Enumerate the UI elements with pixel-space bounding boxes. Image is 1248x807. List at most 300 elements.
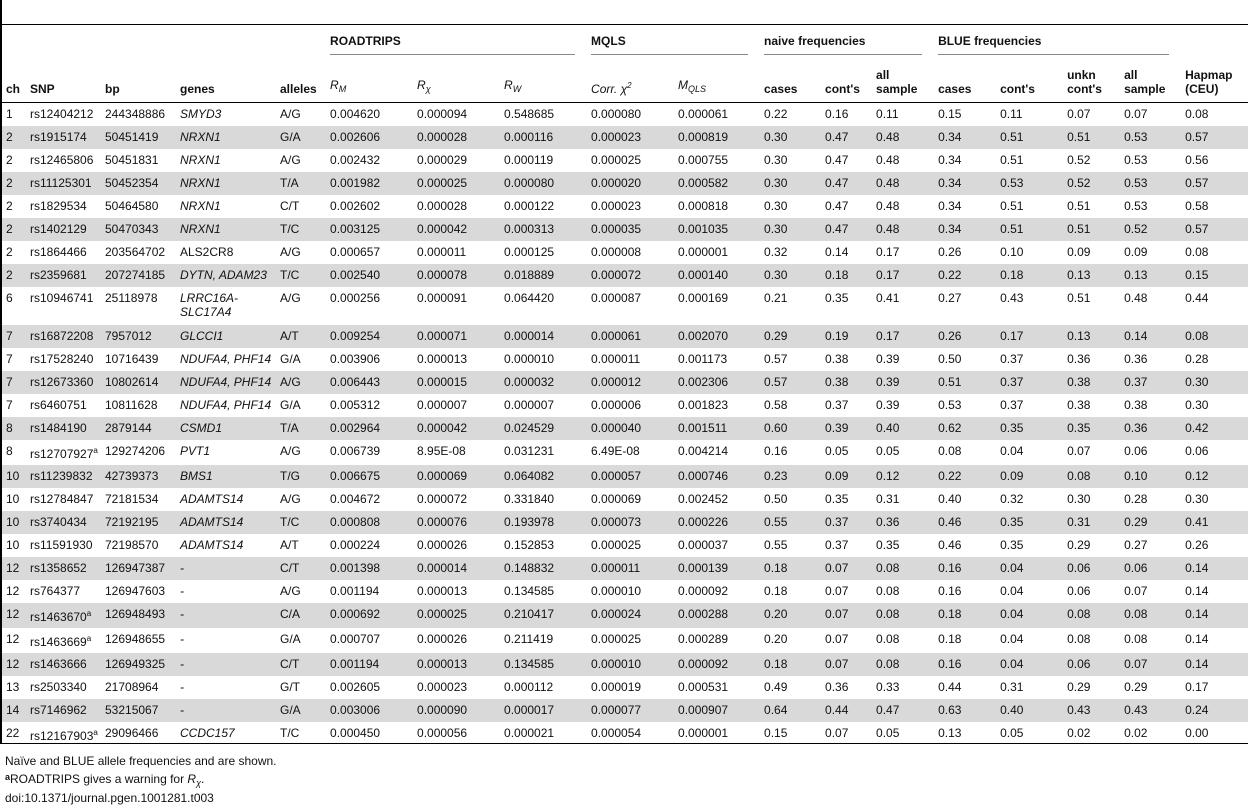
cell-mqls: 0.000001 [678, 245, 729, 259]
cell-genes: CCDC157 [180, 726, 235, 740]
cell-hm: 0.14 [1181, 603, 1248, 628]
cell-bp: 53215067 [101, 699, 176, 722]
cell-ba: 0.08 [1124, 632, 1148, 646]
cell-rx: 0.000042 [413, 417, 500, 440]
cell-bp: 10811628 [105, 398, 158, 412]
cell-corr: 0.000010 [587, 653, 674, 676]
cell-mqls: 0.001035 [674, 218, 760, 241]
cell-mqls: 0.001173 [678, 352, 728, 366]
cell-rw: 0.000116 [500, 126, 587, 149]
cell-bp: 2879144 [101, 417, 176, 440]
cell-nc: 0.55 [764, 538, 788, 552]
cell-rm: 0.004620 [330, 107, 381, 121]
cell-corr: 0.000035 [587, 218, 674, 241]
cell-nc: 0.64 [760, 699, 821, 722]
cell-nco: 0.35 [825, 492, 849, 506]
cell-rw: 0.064082 [500, 465, 587, 488]
cell-na: 0.39 [876, 398, 900, 412]
cell-mqls: 0.002306 [674, 371, 760, 394]
cell-nc: 0.15 [764, 726, 788, 740]
cell-bu: 0.07 [1067, 444, 1091, 458]
col-naive-cases: cases [760, 56, 821, 103]
cell-alleles: A/G [280, 245, 301, 259]
cell-na: 0.40 [872, 417, 934, 440]
cell-nc: 0.50 [764, 492, 788, 506]
cell-mqls: 0.000746 [674, 465, 760, 488]
cell-bco: 0.17 [996, 325, 1063, 348]
cell-na: 0.39 [876, 352, 900, 366]
cell-snp: rs6460751 [30, 398, 87, 412]
cell-alleles: T/A [276, 417, 326, 440]
cell-bc: 0.62 [934, 417, 996, 440]
cell-ch: 2 [6, 153, 13, 167]
cell-hm: 0.56 [1185, 153, 1209, 167]
cell-bp: 21708964 [105, 680, 159, 694]
cell-bco: 0.31 [1000, 680, 1024, 694]
cell-bco: 0.09 [996, 465, 1063, 488]
cell-bp: 126949325 [101, 653, 176, 676]
cell-mqls: 0.002452 [678, 492, 729, 506]
cell-genes: - [180, 584, 184, 598]
table-row [2, 603, 1248, 628]
cell-nco: 0.47 [821, 126, 872, 149]
cell-rw: 0.000014 [500, 325, 587, 348]
cell-genes: NDUFA4, PHF14 [180, 352, 272, 366]
table-row [2, 534, 1248, 557]
cell-rx: 0.000029 [417, 153, 468, 167]
cell-bp: 126947603 [105, 584, 166, 598]
col-rx: $R_\chi$ [413, 56, 500, 103]
col-rw: $R_W$ [500, 56, 587, 103]
cell-corr: 0.000006 [591, 398, 642, 412]
cell-nc: 0.30 [760, 264, 821, 287]
cell-nc: 0.16 [764, 444, 788, 458]
cell-bp: 7957012 [101, 325, 176, 348]
cell-nco: 0.09 [821, 465, 872, 488]
cell-bco: 0.11 [1000, 107, 1023, 121]
cell-rm: 0.002602 [330, 199, 381, 213]
cell-rw: 0.000017 [500, 699, 587, 722]
cell-bp: 29096466 [105, 726, 159, 740]
cell-hm: 0.06 [1185, 444, 1209, 458]
table-row [2, 287, 1248, 325]
cell-bc: 0.16 [934, 557, 996, 580]
cell-rx: 0.000026 [417, 632, 468, 646]
cell-alleles: C/T [276, 653, 326, 676]
cell-nco: 0.37 [821, 511, 872, 534]
table-row [2, 580, 1248, 603]
cell-mqls: 0.001511 [674, 417, 760, 440]
cell-bu: 0.13 [1063, 264, 1120, 287]
cell-rm: 0.009254 [326, 325, 413, 348]
cell-bp: 10716439 [105, 352, 159, 366]
cell-bc: 0.26 [934, 325, 996, 348]
cell-hm: 0.14 [1181, 557, 1248, 580]
cell-hm: 0.57 [1181, 126, 1248, 149]
cell-alleles: T/C [276, 218, 326, 241]
cell-nc: 0.29 [760, 325, 821, 348]
cell-bc: 0.08 [938, 444, 962, 458]
cell-ch: 2 [6, 245, 13, 259]
cell-mqls: 0.000139 [674, 557, 760, 580]
cell-mqls: 0.000818 [678, 199, 729, 213]
cell-nco: 0.37 [825, 538, 849, 552]
cell-ba: 0.08 [1120, 603, 1181, 628]
cell-bu: 0.09 [1067, 245, 1091, 259]
cell-rw: 0.331840 [504, 492, 555, 506]
cell-alleles: A/G [280, 444, 301, 458]
cell-ch: 7 [2, 325, 26, 348]
cell-nco: 0.07 [825, 726, 849, 740]
cell-alleles: T/A [276, 172, 326, 195]
cell-nc: 0.49 [764, 680, 788, 694]
cell-bu: 0.38 [1063, 371, 1120, 394]
cell-rw: 0.210417 [500, 603, 587, 628]
cell-nc: 0.30 [760, 172, 821, 195]
cell-snp: rs1402129 [26, 218, 101, 241]
cell-ch: 2 [2, 264, 26, 287]
cell-bu: 0.08 [1063, 465, 1120, 488]
col-snp: SNP [26, 56, 101, 103]
cell-corr: 0.000025 [591, 153, 642, 167]
cell-mqls: 0.004214 [678, 444, 729, 458]
cell-mqls: 0.001823 [678, 398, 729, 412]
cell-nco: 0.05 [825, 444, 849, 458]
cell-snp: rs11125301 [26, 172, 101, 195]
cell-genes: - [180, 680, 184, 694]
cell-bco: 0.35 [996, 417, 1063, 440]
cell-nc: 0.55 [760, 511, 821, 534]
cell-ba: 0.13 [1120, 264, 1181, 287]
col-naive-all: all sample [872, 56, 934, 103]
cell-genes: ADAMTS14 [176, 511, 276, 534]
cell-bu: 0.07 [1067, 107, 1091, 121]
cell-snp: rs11591930 [30, 538, 93, 552]
cell-hm: 0.30 [1185, 492, 1209, 506]
cell-ch: 13 [6, 680, 20, 694]
cell-bu: 0.51 [1067, 199, 1091, 213]
cell-ba: 0.36 [1120, 417, 1181, 440]
cell-snp: rs2359681 [26, 264, 101, 287]
cell-genes: GLCCI1 [176, 325, 276, 348]
cell-nco: 0.47 [825, 199, 849, 213]
cell-corr: 0.000073 [587, 511, 674, 534]
cell-bp: 50451831 [105, 153, 159, 167]
cell-bco: 0.04 [996, 603, 1063, 628]
cell-rx: 0.000090 [413, 699, 500, 722]
cell-rx: 0.000007 [417, 398, 468, 412]
col-blue-unkn: unkn cont's [1063, 56, 1120, 103]
cell-corr: 0.000040 [587, 417, 674, 440]
cell-nco: 0.47 [821, 218, 872, 241]
cell-corr: 0.000025 [591, 632, 642, 646]
cell-ch: 10 [2, 511, 26, 534]
cell-snp: rs12784847 [30, 492, 94, 506]
cell-rm: 0.003006 [326, 699, 413, 722]
col-hapmap: Hapmap (CEU) [1181, 56, 1248, 103]
cell-corr: 0.000020 [587, 172, 674, 195]
cell-rx: 0.000025 [413, 603, 500, 628]
cell-alleles: A/G [280, 107, 301, 121]
cell-na: 0.17 [872, 325, 934, 348]
table-row [2, 195, 1248, 218]
col-blue-conts: cont's [996, 56, 1063, 103]
cell-alleles: A/G [280, 492, 301, 506]
cell-alleles: C/A [276, 603, 326, 628]
cell-ba: 0.07 [1124, 107, 1148, 121]
cell-bco: 0.37 [996, 371, 1063, 394]
cell-bco: 0.53 [996, 172, 1063, 195]
cell-hm: 0.08 [1185, 245, 1209, 259]
cell-alleles: G/A [280, 352, 301, 366]
cell-ch: 6 [6, 291, 13, 305]
cell-bp: 10802614 [101, 371, 176, 394]
cell-snp: rs10946741 [30, 291, 94, 305]
table-row [2, 417, 1248, 440]
cell-hm: 0.30 [1185, 398, 1209, 412]
cell-ch: 8 [6, 444, 13, 458]
cell-nco: 0.07 [821, 653, 872, 676]
cell-bu: 0.38 [1067, 398, 1091, 412]
cell-nco: 0.07 [821, 557, 872, 580]
cell-rw: 0.548685 [504, 107, 555, 121]
cell-rx: 0.000023 [417, 680, 468, 694]
cell-bc: 0.34 [934, 172, 996, 195]
col-corr-chi2: Corr. $\chi^2$ [587, 56, 674, 103]
cell-bu: 0.52 [1067, 153, 1091, 167]
cell-mqls: 0.002070 [674, 325, 760, 348]
cell-rm: 0.002964 [326, 417, 413, 440]
cell-bco: 0.51 [1000, 153, 1024, 167]
cell-rw: 0.000119 [504, 153, 554, 167]
cell-bco: 0.05 [1000, 726, 1024, 740]
cell-corr: 0.000011 [587, 557, 674, 580]
note-doi: doi:10.1371/journal.pgen.1001281.t003 [5, 791, 214, 805]
cell-ba: 0.06 [1120, 557, 1181, 580]
cell-nco: 0.38 [825, 352, 849, 366]
table-row [2, 699, 1248, 722]
cell-genes: ADAMTS14 [180, 492, 244, 506]
cell-corr: 0.000023 [591, 199, 642, 213]
cell-ba: 0.53 [1124, 199, 1148, 213]
cell-mqls: 0.000531 [678, 680, 729, 694]
cell-rw: 0.000112 [504, 680, 554, 694]
cell-alleles: G/A [280, 398, 301, 412]
cell-corr: 0.000011 [591, 352, 641, 366]
cell-genes: - [176, 557, 276, 580]
cell-genes: NRXN1 [176, 172, 276, 195]
table-row [2, 465, 1248, 488]
cell-bc: 0.53 [938, 398, 962, 412]
cell-nco: 0.16 [825, 107, 849, 121]
cell-bco: 0.18 [996, 264, 1063, 287]
cell-ba: 0.29 [1120, 511, 1181, 534]
cell-snp: rs1915174 [26, 126, 101, 149]
cell-bc: 0.44 [938, 680, 962, 694]
cell-nc: 0.30 [764, 153, 788, 167]
cell-alleles: A/G [280, 584, 301, 598]
cell-na: 0.11 [876, 107, 899, 121]
table-row [2, 348, 1248, 371]
cell-ba: 0.43 [1120, 699, 1181, 722]
cell-genes: NRXN1 [180, 199, 221, 213]
cell-bp: 72181534 [105, 492, 159, 506]
cell-corr: 0.000010 [591, 584, 642, 598]
cell-bc: 0.22 [934, 465, 996, 488]
cell-ba: 0.09 [1124, 245, 1148, 259]
cell-snp: rs1463670$^a$ [26, 603, 101, 628]
cell-bu: 0.29 [1067, 680, 1091, 694]
cell-na: 0.36 [872, 511, 934, 534]
cell-ch: 1 [6, 107, 13, 121]
table-row [2, 218, 1248, 241]
cell-rm: 0.006443 [326, 371, 413, 394]
cell-bco: 0.10 [1000, 245, 1024, 259]
cell-rm: 0.002606 [326, 126, 413, 149]
cell-na: 0.08 [872, 603, 934, 628]
cell-rm: 0.006675 [326, 465, 413, 488]
cell-alleles: A/G [280, 153, 301, 167]
cell-rx: 0.000094 [417, 107, 468, 121]
cell-ba: 0.14 [1120, 325, 1181, 348]
cell-snp: rs16872208 [26, 325, 101, 348]
cell-bu: 0.06 [1063, 653, 1120, 676]
cell-na: 0.05 [876, 444, 900, 458]
cell-bc: 0.34 [938, 199, 962, 213]
cell-ch: 12 [2, 653, 26, 676]
cell-ch: 12 [6, 632, 20, 646]
cell-genes: NRXN1 [180, 153, 221, 167]
cell-corr: 0.000054 [591, 726, 642, 740]
cell-alleles: T/C [276, 264, 326, 287]
cell-bc: 0.16 [934, 653, 996, 676]
cell-ba: 0.29 [1124, 680, 1148, 694]
cell-bco: 0.35 [996, 511, 1063, 534]
cell-hm: 0.15 [1181, 264, 1248, 287]
cell-genes: NRXN1 [176, 126, 276, 149]
cell-rw: 0.018889 [500, 264, 587, 287]
cell-rm: 0.001398 [326, 557, 413, 580]
cell-corr: 0.000008 [591, 245, 642, 259]
cell-corr: 0.000057 [587, 465, 674, 488]
cell-rx: 8.95E-08 [417, 444, 466, 458]
cell-rm: 0.000256 [330, 291, 381, 305]
cell-nco: 0.38 [821, 371, 872, 394]
cell-mqls: 0.000288 [674, 603, 760, 628]
group-roadtrips: ROADTRIPS [330, 26, 575, 55]
cell-bc: 0.34 [938, 153, 962, 167]
cell-mqls: 0.000907 [674, 699, 760, 722]
cell-nc: 0.18 [760, 653, 821, 676]
cell-bu: 0.52 [1063, 172, 1120, 195]
cell-nco: 0.39 [821, 417, 872, 440]
cell-bu: 0.36 [1067, 352, 1091, 366]
cell-rm: 0.001194 [326, 653, 413, 676]
cell-snp: rs1864466 [30, 245, 87, 259]
cell-nc: 0.32 [764, 245, 788, 259]
cell-bu: 0.06 [1063, 557, 1120, 580]
cell-mqls: 0.000819 [674, 126, 760, 149]
col-ch: ch [2, 56, 26, 103]
table-row [2, 264, 1248, 287]
cell-nco: 0.07 [825, 584, 849, 598]
cell-ch: 2 [2, 126, 26, 149]
cell-na: 0.33 [876, 680, 900, 694]
cell-bu: 0.02 [1067, 726, 1091, 740]
cell-ba: 0.07 [1124, 584, 1148, 598]
cell-snp: rs1463666 [26, 653, 101, 676]
cell-hm: 0.12 [1181, 465, 1248, 488]
cell-bu: 0.08 [1063, 603, 1120, 628]
cell-nco: 0.07 [821, 603, 872, 628]
cell-rx: 0.000076 [413, 511, 500, 534]
cell-nco: 0.44 [821, 699, 872, 722]
cell-rm: 0.000450 [330, 726, 381, 740]
cell-rw: 0.211419 [504, 632, 554, 646]
cell-bc: 0.51 [934, 371, 996, 394]
cell-bco: 0.32 [1000, 492, 1024, 506]
cell-na: 0.48 [872, 172, 934, 195]
cell-ba: 0.53 [1120, 126, 1181, 149]
cell-bc: 0.18 [934, 603, 996, 628]
cell-nc: 0.23 [760, 465, 821, 488]
cell-rw: 0.193978 [500, 511, 587, 534]
cell-ch: 8 [2, 417, 26, 440]
cell-ba: 0.07 [1120, 653, 1181, 676]
cell-rw: 0.024529 [500, 417, 587, 440]
cell-bc: 0.34 [934, 218, 996, 241]
cell-ch: 10 [6, 492, 20, 506]
cell-bu: 0.29 [1067, 538, 1091, 552]
cell-alleles: G/A [280, 632, 301, 646]
cell-alleles: C/T [280, 199, 300, 213]
cell-hm: 0.41 [1181, 511, 1248, 534]
cell-hm: 0.26 [1185, 538, 1209, 552]
cell-bp: 126947387 [101, 557, 176, 580]
cell-mqls: 0.000001 [678, 726, 729, 740]
cell-na: 0.41 [876, 291, 900, 305]
cell-rx: 0.000026 [417, 538, 468, 552]
cell-alleles: T/G [276, 465, 326, 488]
cell-genes: - [176, 699, 276, 722]
cell-bc: 0.46 [938, 538, 962, 552]
cell-na: 0.39 [872, 371, 934, 394]
cell-genes: NDUFA4, PHF14 [180, 398, 272, 412]
cell-bco: 0.37 [1000, 352, 1024, 366]
cell-bc: 0.40 [938, 492, 962, 506]
results-table [2, 25, 1248, 747]
cell-hm: 0.08 [1185, 107, 1209, 121]
cell-mqls: 0.000289 [678, 632, 729, 646]
cell-snp: rs7146962 [26, 699, 101, 722]
cell-corr: 0.000087 [591, 291, 642, 305]
cell-rm: 0.000692 [326, 603, 413, 628]
cell-ch: 12 [6, 584, 20, 598]
cell-corr: 6.49E-08 [591, 444, 640, 458]
cell-corr: 0.000019 [591, 680, 642, 694]
cell-ba: 0.10 [1120, 465, 1181, 488]
cell-bu: 0.43 [1063, 699, 1120, 722]
cell-bu: 0.08 [1067, 632, 1091, 646]
cell-genes: BMS1 [176, 465, 276, 488]
group-mqls: MQLS [591, 26, 748, 55]
cell-ba: 0.53 [1124, 153, 1148, 167]
cell-bp: 50470343 [101, 218, 176, 241]
cell-rx: 0.000011 [417, 245, 467, 259]
cell-rw: 0.000313 [500, 218, 587, 241]
cell-nc: 0.57 [760, 371, 821, 394]
cell-ch: 2 [6, 199, 13, 213]
